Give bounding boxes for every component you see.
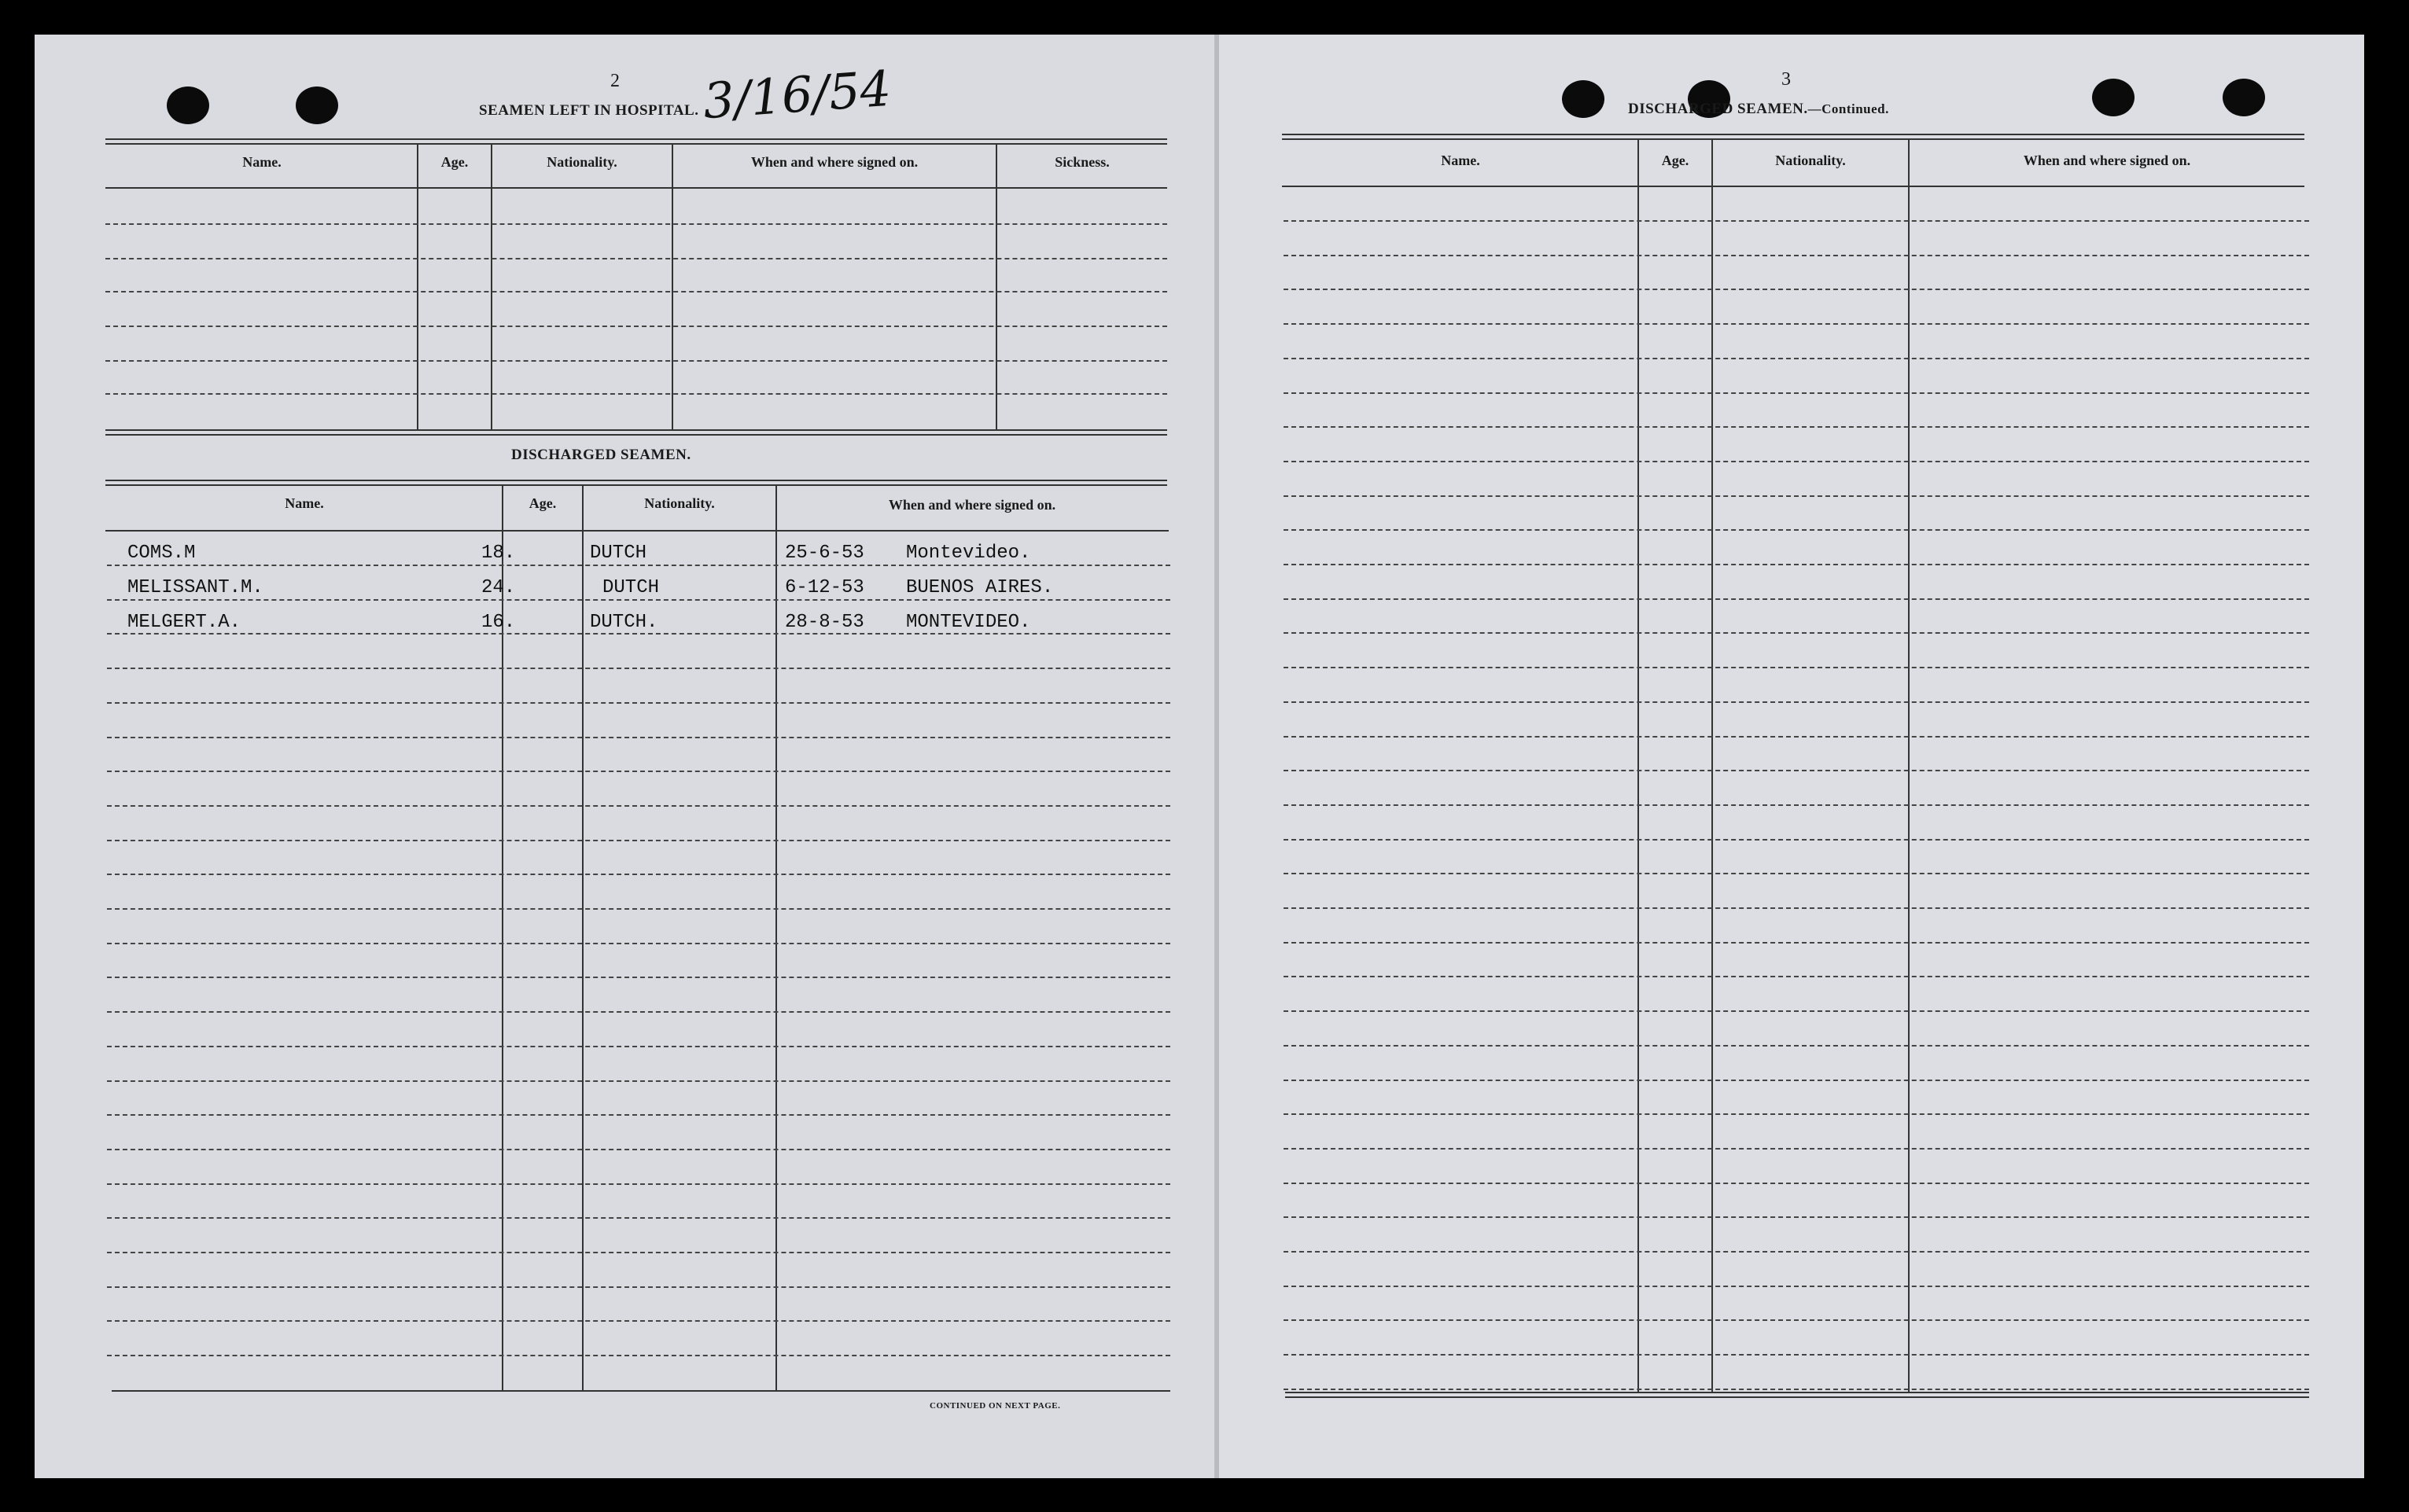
ruling-line: [1284, 392, 2309, 394]
title-suffix: —Continued.: [1807, 101, 1889, 116]
ruling-line: [107, 1046, 1170, 1047]
right-page: [1219, 35, 2364, 1478]
ruling-line: [107, 805, 1170, 807]
ruling-line: [1284, 1216, 2309, 1218]
ruling-line: [107, 1286, 1170, 1288]
ruling-line: [107, 771, 1170, 772]
punch-hole: [167, 86, 209, 124]
hospital-section-title: SEAMEN LEFT IN HOSPITAL.: [479, 102, 699, 119]
ruling-line: [107, 1149, 1170, 1150]
ruling-line: [107, 1080, 1170, 1082]
ruling-line: [1284, 255, 2309, 256]
ruling-line: [1284, 667, 2309, 668]
punch-hole: [296, 86, 338, 124]
ruling-line: [107, 668, 1170, 669]
row-3-place: MONTEVIDEO.: [906, 612, 1031, 633]
ruling-line: [1284, 1045, 2309, 1047]
ruling-line: [1284, 976, 2309, 977]
ruling-line: [107, 1217, 1170, 1219]
punch-hole: [1562, 80, 1604, 118]
ruling-line: [1284, 598, 2309, 600]
punch-hole: [2092, 79, 2135, 116]
row-2-place: BUENOS AIRES.: [906, 577, 1054, 598]
row-1-name: COMS.M: [127, 543, 196, 564]
col-header-signed-on: When and where signed on.: [888, 497, 1056, 513]
ruling-line: [107, 633, 1170, 635]
col-header-name: Name.: [1441, 153, 1480, 168]
ruling-line: [1284, 1080, 2309, 1081]
page-number: 3: [1781, 69, 1791, 90]
discharged-continued-title: [1628, 101, 1889, 118]
left-page: [35, 35, 1214, 1478]
ruling-line: [1284, 1286, 2309, 1287]
punch-hole: [2223, 79, 2265, 116]
row-1-age: 18.: [481, 543, 516, 564]
col-header-age: Age.: [1661, 153, 1689, 168]
ruling-line: [1284, 529, 2309, 531]
ruling-line: [107, 1183, 1170, 1185]
ruling-line: [107, 943, 1170, 944]
row-2-nationality: DUTCH: [602, 577, 660, 598]
col-header-nationality: Nationality.: [644, 495, 715, 511]
ruling-line: [107, 1252, 1170, 1253]
row-2-date: 6-12-53: [785, 577, 864, 598]
ruling-line: [1284, 736, 2309, 738]
ruling-line: [107, 1355, 1170, 1356]
ruling-line: [1284, 1113, 2309, 1115]
ruling-line: [1284, 1010, 2309, 1012]
page-number: 2: [610, 71, 620, 91]
ruling-line: [1284, 1354, 2309, 1356]
row-1-place: Montevideo.: [906, 543, 1031, 564]
col-header-signed-on: When and where signed on.: [750, 154, 919, 170]
ruling-line: [1284, 1148, 2309, 1150]
ruling-line: [1284, 1319, 2309, 1321]
col-header-nationality: Nationality.: [547, 154, 617, 170]
ruling-line: [1284, 701, 2309, 703]
row-3-nationality: DUTCH.: [590, 612, 658, 633]
continued-note: CONTINUED ON NEXT PAGE.: [930, 1401, 1061, 1411]
ruling-line: [107, 1011, 1170, 1013]
ruling-line: [107, 1114, 1170, 1116]
row-2-name: MELISSANT.M.: [127, 577, 263, 598]
discharged-section-title: DISCHARGED SEAMEN.: [511, 447, 691, 463]
ruling-line: [1284, 873, 2309, 874]
ruling-line: [1284, 289, 2309, 290]
ruling-line: [1284, 839, 2309, 841]
col-header-nationality: Nationality.: [1775, 153, 1846, 168]
ruling-line: [107, 702, 1170, 704]
col-header-name: Name.: [285, 495, 324, 511]
ruling-line: [1284, 358, 2309, 359]
col-header-sickness: Sickness.: [1055, 154, 1110, 170]
ruling-line: [107, 737, 1170, 738]
ruling-line: [1284, 495, 2309, 497]
col-header-signed-on: When and where signed on.: [2023, 153, 2191, 168]
ruling-line: [1284, 220, 2309, 222]
row-3-age: 16.: [481, 612, 516, 633]
ruling-line: [1284, 632, 2309, 634]
ruling-line: [107, 908, 1170, 910]
ruling-line: [1284, 1251, 2309, 1253]
row-3-name: MELGERT.A.: [127, 612, 241, 633]
ruling-line: [1284, 1389, 2309, 1390]
ruling-line: [1284, 804, 2309, 806]
row-1-date: 25-6-53: [785, 543, 864, 564]
row-2-age: 24.: [481, 577, 516, 598]
ruling-line: [1284, 942, 2309, 944]
row-1-nationality: DUTCH: [590, 543, 647, 564]
ruling-line: [107, 1320, 1170, 1322]
ruling-line: [107, 565, 1170, 566]
ruling-line: [1284, 426, 2309, 428]
ruling-line: [1284, 1183, 2309, 1184]
col-header-age: Age.: [440, 154, 469, 170]
ruling-line: [1284, 907, 2309, 909]
ruling-line: [107, 599, 1170, 601]
ruling-line: [1284, 564, 2309, 565]
ruling-line: [1284, 770, 2309, 771]
handwritten-date: 3/16/54: [701, 59, 893, 131]
ruling-line: [1284, 323, 2309, 325]
ruling-line: [107, 977, 1170, 978]
col-header-name: Name.: [242, 154, 282, 170]
ruling-line: [107, 840, 1170, 841]
row-3-date: 28-8-53: [785, 612, 864, 633]
title-text: DISCHARGED SEAMEN.: [1628, 101, 1808, 117]
ruling-line: [107, 874, 1170, 875]
ruling-line: [1284, 461, 2309, 462]
col-header-age: Age.: [529, 495, 557, 511]
